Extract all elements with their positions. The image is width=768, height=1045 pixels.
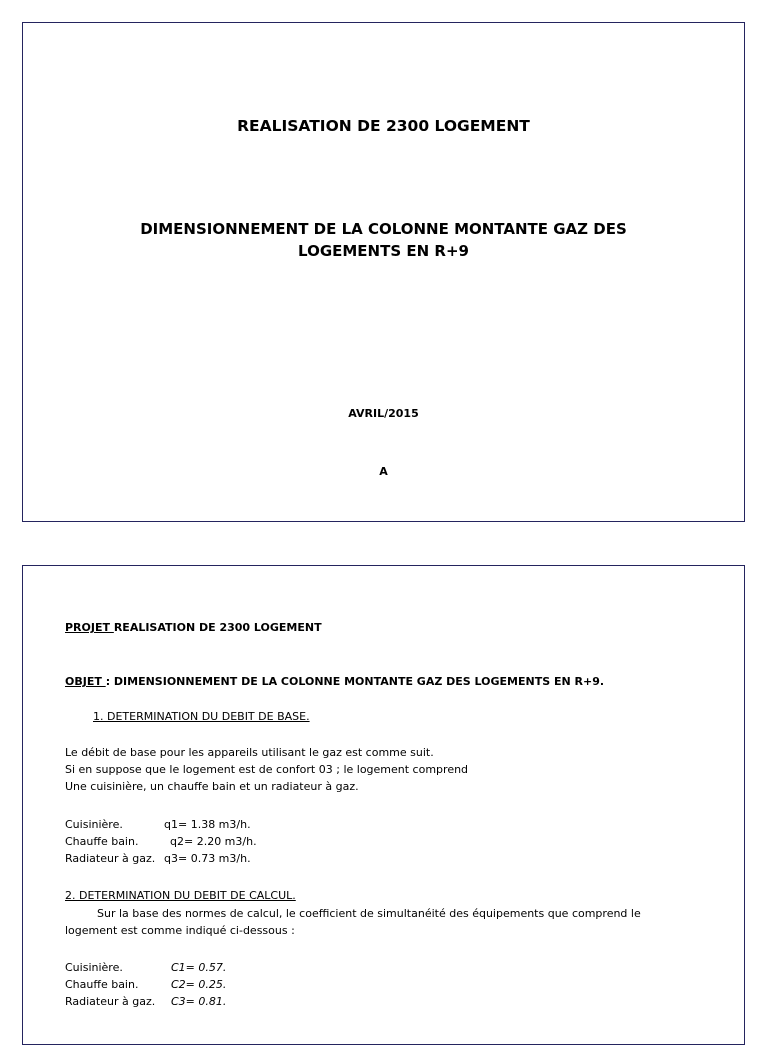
- cover-subtitle-line1: DIMENSIONNEMENT DE LA COLONNE MONTANTE GAZ DES: [140, 220, 627, 238]
- item-label: Cuisinière.: [65, 961, 123, 974]
- item-label: Cuisinière.: [65, 818, 123, 831]
- list-item: [65, 833, 704, 850]
- item-label: Chauffe bain.: [65, 835, 139, 848]
- item-value: q1= 1.38 m3/h.: [164, 818, 251, 831]
- section2-paragraph: [65, 905, 704, 939]
- cover-date: AVRIL/2015: [348, 407, 419, 420]
- item-label: Chauffe bain.: [65, 978, 139, 991]
- item-label: Radiateur à gaz.: [65, 852, 156, 865]
- content-page: [22, 565, 745, 1045]
- cover-subtitle: [23, 218, 744, 262]
- paragraph-line: Une cuisinière, un chauffe bain et un radiateur à gaz.: [65, 780, 359, 793]
- debits-list: [65, 816, 704, 867]
- cover-title: REALISATION DE 2300 LOGEMENT: [237, 117, 530, 135]
- section1-paragraph: [65, 744, 704, 795]
- section2-heading: 2. DETERMINATION DU DEBIT DE CALCUL.: [65, 889, 296, 902]
- cover-subtitle-line2: LOGEMENTS EN R+9: [298, 242, 469, 260]
- objet-label: OBJET: [65, 675, 106, 688]
- item-value: C2= 0.25.: [171, 978, 227, 991]
- coefficients-list: [65, 959, 704, 1010]
- list-item: [65, 850, 704, 867]
- paragraph-line: logement est comme indiqué ci-dessous :: [65, 924, 295, 937]
- cover-page: [22, 22, 745, 522]
- list-item: [65, 993, 704, 1010]
- item-value: C1= 0.57.: [171, 961, 227, 974]
- paragraph-line: Sur la base des normes de calcul, le coefficient de simultanéité des équipements que comprend le: [97, 907, 641, 920]
- paragraph-line: Le débit de base pour les appareils utilisant le gaz est comme suit.: [65, 746, 434, 759]
- list-item: [65, 976, 704, 993]
- list-item: [65, 816, 704, 833]
- cover-letter: A: [379, 465, 388, 478]
- projet-label: PROJET: [65, 621, 114, 634]
- objet-line: [65, 673, 704, 690]
- section1-heading: 1. DETERMINATION DU DEBIT DE BASE.: [93, 710, 310, 723]
- item-value: C3= 0.81.: [171, 995, 227, 1008]
- projet-text: REALISATION DE 2300 LOGEMENT: [113, 621, 322, 634]
- item-value: q2= 2.20 m3/h.: [170, 835, 257, 848]
- objet-text: : DIMENSIONNEMENT DE LA COLONNE MONTANTE GAZ DES LOGEMENTS EN R+9.: [105, 675, 605, 688]
- list-item: [65, 959, 704, 976]
- item-value: q3= 0.73 m3/h.: [164, 852, 251, 865]
- paragraph-line: Si en suppose que le logement est de confort 03 ; le logement comprend: [65, 763, 469, 776]
- item-label: Radiateur à gaz.: [65, 995, 156, 1008]
- projet-line: [65, 619, 704, 636]
